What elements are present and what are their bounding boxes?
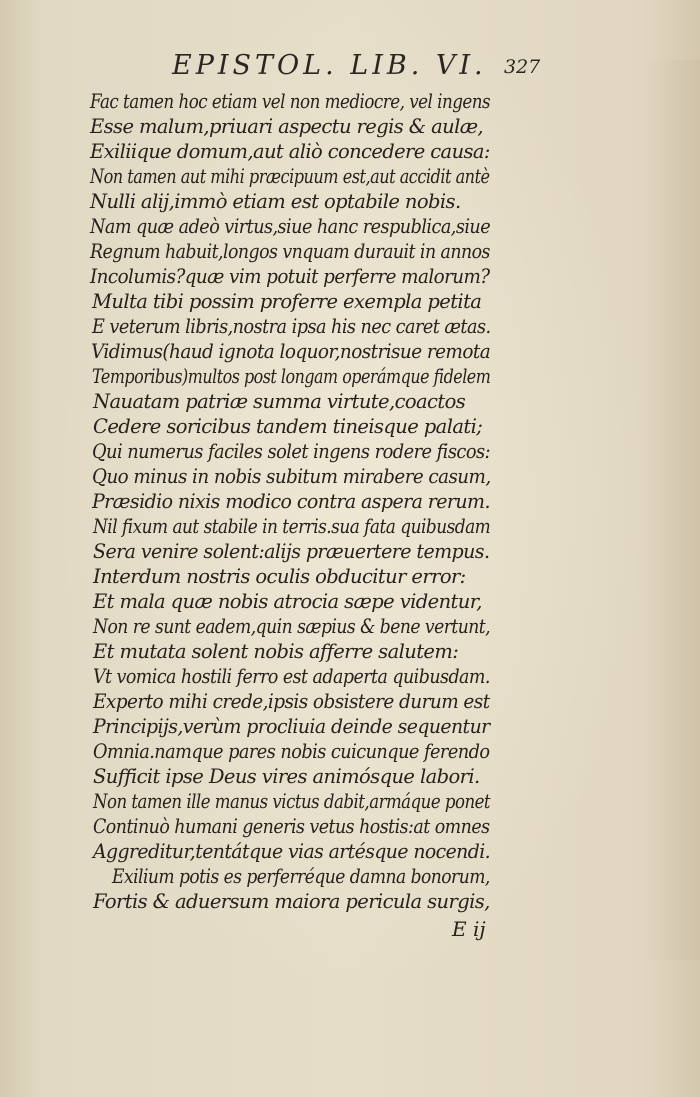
verse-line-33: Fortis & aduersum maiora pericula surgis, <box>93 890 490 913</box>
verse-line-20: Interdum nostris oculis obducitur error: <box>93 565 466 588</box>
verse-line-4: Non tamen aut mihi præcipuum est,aut accidit antè <box>90 165 490 188</box>
verse-line-19: Sera venire solent:alijs præuertere tempus. <box>93 540 490 563</box>
verse-line-28: Sufficit ipse Deus vires animósque labori. <box>93 765 480 788</box>
verse-line-14: Cedere soricibus tandem tineisque palati; <box>93 415 483 438</box>
verse-line-30: Continuò humani generis vetus hostis:at omnes <box>93 815 490 838</box>
verse-line-25: Experto mihi crede,ipsis obsistere durum est <box>93 690 490 713</box>
verse-line-9: Multa tibi possim proferre exempla petita <box>92 290 482 313</box>
verse-line-21: Et mala quæ nobis atrocia sæpe videntur, <box>93 590 482 613</box>
verse-line-8: Incolumis?quæ vim potuit perferre malorum? <box>90 265 490 288</box>
verse-line-5: Nulli alij,immò etiam est optabile nobis. <box>90 190 461 213</box>
verse-line-2: Esse malum,priuari aspectu regis & aulæ, <box>90 115 484 138</box>
verse-line-31: Aggreditur,tentátque vias artésque nocendi. <box>93 840 491 863</box>
verse-line-10: E veterum libris,nostra ipsa his nec caret ætas. <box>92 315 491 338</box>
verse-line-18: Nil fixum aut stabile in terris.sua fata quibusdam <box>93 515 491 538</box>
verse-line-11: Vidimus(haud ignota loquor,nostrisue remota <box>91 340 491 363</box>
verse-line-6: Nam quæ adeò virtus,siue hanc respublica,siue <box>90 215 491 238</box>
verse-line-7: Regnum habuit,longos vnquam durauit in annos <box>90 240 490 263</box>
verse-line-32: Exilium potis es perferréque damna bonorum, <box>112 865 490 888</box>
verse-line-22: Non re sunt eadem,quin sæpius & bene vertunt, <box>93 615 491 638</box>
verse-line-17: Præsidio nixis modico contra aspera rerum. <box>92 490 490 513</box>
verse-line-16: Quo minus in nobis subitum mirabere casum, <box>92 465 491 488</box>
signature-mark: E ij <box>452 917 486 941</box>
verse-line-26: Principijs,verùm procliuia deinde sequentur <box>93 715 490 738</box>
running-head: EPISTOL. LIB. VI. <box>172 50 487 81</box>
verse-line-24: Vt vomica hostili ferro est adaperta quibusdam. <box>93 665 490 688</box>
verse-line-13: Nauatam patriæ summa virtute,coactos <box>93 390 466 413</box>
verse-line-1: Fac tamen hoc etiam vel non mediocre, vel ingens <box>90 90 491 113</box>
verse-line-3: Exiliique domum,aut aliò concedere causa: <box>90 140 490 163</box>
verse-line-27: Omnia.namque pares nobis cuicunque ferendo <box>93 740 490 763</box>
verse-line-15: Qui numerus faciles solet ingens rodere fiscos: <box>92 440 491 463</box>
verse-line-12: Temporibus)multos post longam operámque fidelem <box>92 365 491 388</box>
verse-line-23: Et mutata solent nobis afferre salutem: <box>93 640 459 663</box>
verse-line-29: Non tamen ille manus victus dabit,armáque ponet <box>93 790 491 813</box>
page-number: 327 <box>504 56 541 78</box>
show-through-shadow <box>640 60 700 960</box>
